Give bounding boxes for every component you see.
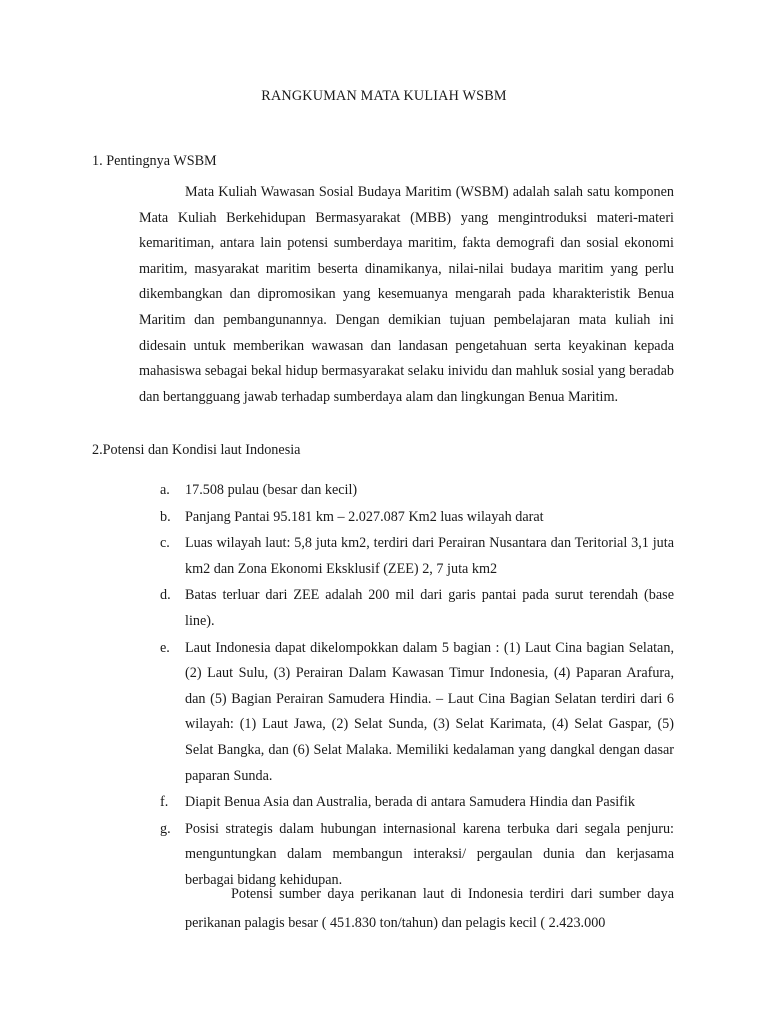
potensi-list	[152, 478, 674, 895]
list-marker: a.	[160, 482, 170, 498]
list-item	[152, 531, 674, 582]
list-item-text: Diapit Benua Asia dan Australia, berada di antara Samudera Hindia dan Pasifik	[185, 794, 635, 811]
list-item	[152, 583, 674, 634]
list-item	[152, 478, 674, 504]
list-marker: d.	[160, 587, 171, 604]
list-item-text: Luas wilayah laut: 5,8 juta km2, terdiri dari Perairan Nusantara dan Teritorial 3,1 juta km2 dan Zona Ekonomi Eksklusif (ZEE) 2, 7 juta km2	[185, 535, 674, 577]
list-item-text: Posisi strategis dalam hubungan internasional karena terbuka dari segala penjuru: menguntungkan dalam membangun interaksi/ pergaulan dunia dan kerjasama berbagai bidang kehidupan.	[185, 820, 674, 888]
section-2-heading: 2.Potensi dan Kondisi laut Indonesia	[92, 442, 301, 458]
list-item-text: Batas terluar dari ZEE adalah 200 mil dari garis pantai pada surut terendah (base line).	[185, 587, 674, 629]
document-title: RANGKUMAN MATA KULIAH WSBM	[261, 88, 507, 104]
list-item	[152, 505, 674, 531]
list-item-text: Laut Indonesia dapat dikelompokkan dalam 5 bagian : (1) Laut Cina bagian Selatan, (2) Laut Sulu, (3) Perairan Dalam Kawasan Timur Indonesia, (4) Paparan Arafura, dan (5) Bagian Perairan Samudera Hindia. – Laut Cina Bagian Selatan terdiri dari 6 wilayah: (1) Laut Jawa, (2) Selat Sunda, (3) Selat Karimata, (4) Selat Gaspar, (5) Selat Bangka, dan (6) Selat Malaka. Memiliki kedalaman yang dangkal dengan dasar paparan Sunda.	[185, 639, 674, 784]
section-1-paragraph: Mata Kuliah Wawasan Sosial Budaya Maritim (WSBM) adalah salah satu komponen Mata Kuliah Berkehidupan Bermasyarakat (MBB) yang mengintroduksi materi-materi kemaritiman, antara lain potensi sumberdaya maritim, fakta demografi dan sosial ekonomi maritim, masyarakat maritim beserta dinamikanya, nilai-nilai budaya maritim yang perlu dikembangkan dan dipromosikan yang kesemuanya mengarah pada kharakteristik Benua Maritim dan pembangunannya. Dengan demikian tujuan pembelajaran mata kuliah ini didesain untuk memberikan wawasan dan landasan pengetahuan serta keyakinan kepada mahasiswa sebagai bekal hidup bermasyarakat selaku inividu dan mahluk sosial yang beradab dan bertangguang jawab terhadap sumberdaya alam dan lingkungan Benua Maritim.	[139, 184, 674, 405]
list-item-text: 17.508 pulau (besar dan kecil)	[185, 482, 358, 498]
list-item	[152, 636, 674, 790]
list-marker: e.	[160, 639, 170, 656]
list-marker: f.	[160, 794, 169, 811]
list-item-text: Panjang Pantai 95.181 km – 2.027.087 Km2 luas wilayah darat	[185, 508, 544, 525]
list-marker: c.	[160, 535, 170, 552]
list-item	[152, 790, 674, 816]
section-1-heading: 1. Pentingnya WSBM	[92, 153, 217, 169]
list-marker: b.	[160, 508, 171, 525]
section-2-paragraph: Potensi sumber daya perikanan laut di Indonesia terdiri dari sumber daya perikanan palagis besar ( 451.830 ton/tahun) dan pelagis kecil ( 2.423.000	[185, 886, 674, 931]
list-marker: g.	[160, 820, 171, 837]
